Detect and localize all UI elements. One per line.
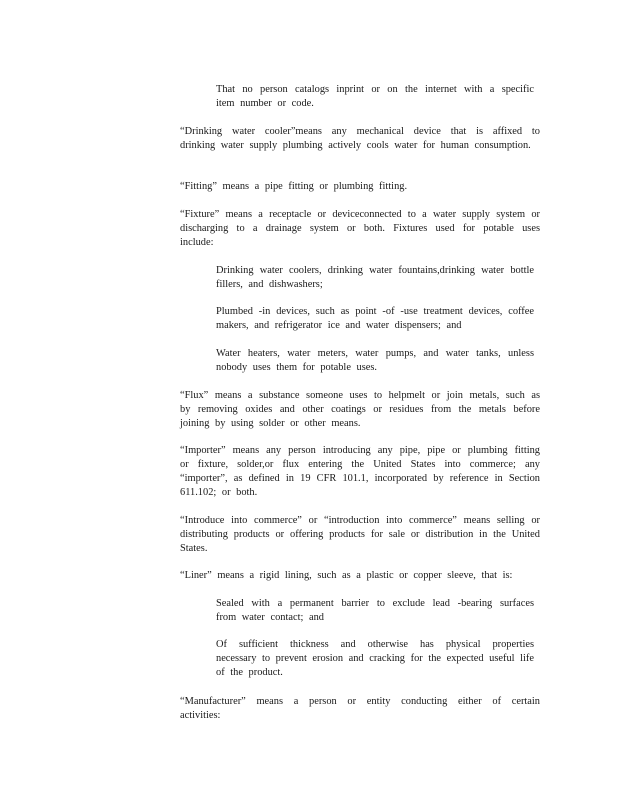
definition-importer: “Importer” means any person introducing any pipe, pipe or plumbing fitting or fixture, solder,or flux entering the United States into commerce; any “importer”, as defined in 19 CFR 101.1, incorporated by reference in Section 611.102; or both.	[180, 445, 540, 498]
definition-liner: “Liner” means a rigid lining, such as a plastic or copper sleeve, that is:	[180, 570, 513, 581]
definition-fitting: “Fitting” means a pipe fitting or plumbing fitting.	[180, 181, 408, 192]
definition-manufacturer: “Manufacturer” means a person or entity conducting either of certain activities:	[180, 696, 540, 721]
fixture-item-plumbed-in-devices: Plumbed -in devices, such as point -of -use treatment devices, coffee makers, and refrigerator ice and water dispensers; and	[216, 306, 534, 331]
paragraph-catalog-item-number: That no person catalogs inprint or on the internet with a specific item number or code.	[216, 84, 534, 109]
definition-drinking-water-cooler: “Drinking water cooler”means any mechanical device that is affixed to drinking water supply plumbing actively cools water for human consumption.	[180, 126, 540, 151]
definition-fixture: “Fixture” means a receptacle or deviceconnected to a water supply system or discharging to a drainage system or both. Fixtures used for potable uses include:	[180, 209, 540, 248]
fixture-item-water-heaters: Water heaters, water meters, water pumps, and water tanks, unless nobody uses them for potable uses.	[216, 348, 534, 373]
liner-item-sealed: Sealed with a permanent barrier to exclude lead -bearing surfaces from water contact; and	[216, 598, 534, 623]
fixture-item-coolers: Drinking water coolers, drinking water fountains,drinking water bottle fillers, and dishwashers;	[216, 265, 534, 290]
liner-item-sufficient-thickness: Of sufficient thickness and otherwise has physical properties necessary to prevent erosion and cracking for the expected useful life of the product.	[216, 639, 534, 678]
definition-introduce-into-commerce: “Introduce into commerce” or “introduction into commerce” means selling or distributing products or offering products for sale or distribution in the United States.	[180, 515, 540, 554]
definition-flux: “Flux” means a substance someone uses to helpmelt or join metals, such as by removing oxides and other coatings or residues from the metals before joining by using solder or other means.	[180, 390, 540, 429]
